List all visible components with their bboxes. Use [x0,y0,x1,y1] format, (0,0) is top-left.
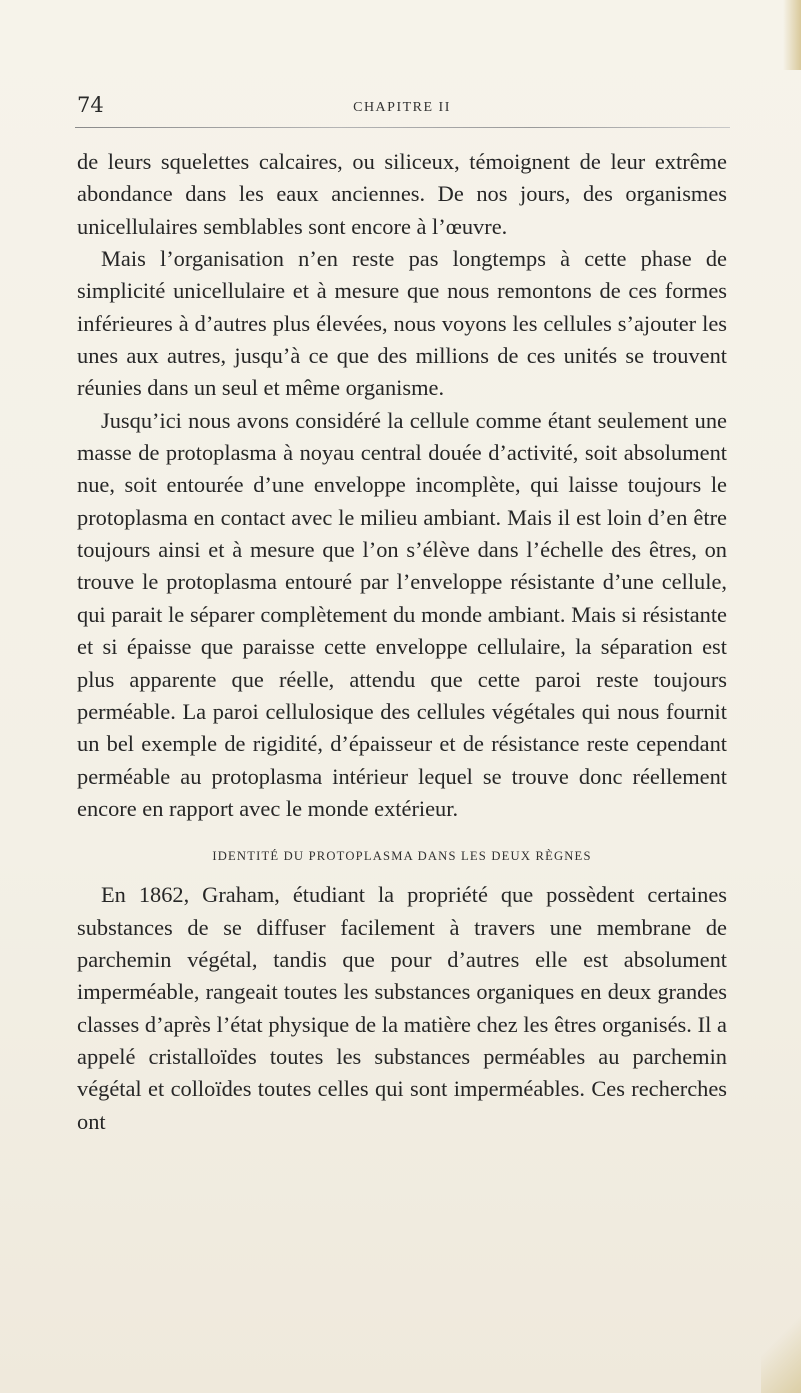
header-rule [75,127,730,128]
running-head: CHAPITRE II [353,100,451,115]
page-edge-shadow-top [783,0,801,70]
page-number: 74 [77,93,104,117]
body-text [77,146,727,1138]
paragraph: Mais l’organisation n’en reste pas longtemps à cette phase de simplicité unicellulaire et à mesure que nous remontons de ces formes inférieures à d’autres plus élevées, nous voyons les cellules s’ajouter les unes aux autres, jusqu’à ce que des millions de ces unités se trouvent réunies dans un seul et même organisme. [77,246,727,401]
paragraph: de leurs squelettes calcaires, ou siliceux, témoignent de leur extrême abondance dans les eaux anciennes. De nos jours, des organismes unicellulaires semblables sont encore à l’œuvre. [77,149,727,239]
paragraph: Jusqu’ici nous avons considéré la cellule comme étant seulement une masse de protoplasma à noyau central douée d’activité, soit absolument nue, soit entourée d’une enveloppe incomplète, qui laisse toujours le protoplasma en contact avec le milieu ambiant. Mais il est loin d’en être toujours ainsi et à mesure que l’on s’élève dans l’échelle des êtres, on trouve le protoplasma entouré par l’enveloppe résistante d’une cellule, qui parait le séparer complètement du monde ambiant. Mais si résistante et si épaisse que paraisse cette enveloppe cellulaire, la séparation est plus apparente que réelle, attendu que cette paroi reste toujours perméable. La paroi cellulosique des cellules végétales qui nous fournit un bel exemple de rigidité, d’épaisseur et de résistance reste cependant perméable au protoplasma intérieur lequel se trouve donc réellement encore en rapport avec le monde extérieur. [77,407,727,821]
paragraph: En 1862, Graham, étudiant la propriété que possèdent certaines substances de se diffuser facilement à travers une membrane de parchemin végétal, tandis que pour d’autres elle est absolument imperméable, rangeait toutes les substances organiques en deux grandes classes d’après l’état physique de la matière chez les êtres organisés. Il a appelé cristalloïdes toutes les substances perméables au parchemin végétal et colloïdes toutes celles qui sont imperméables. Ces recherches ont [77,882,727,1134]
section-heading: IDENTITÉ DU PROTOPLASMA DANS LES DEUX RÈGNES [212,849,592,864]
page-edge-shadow-bottom [761,1303,801,1393]
